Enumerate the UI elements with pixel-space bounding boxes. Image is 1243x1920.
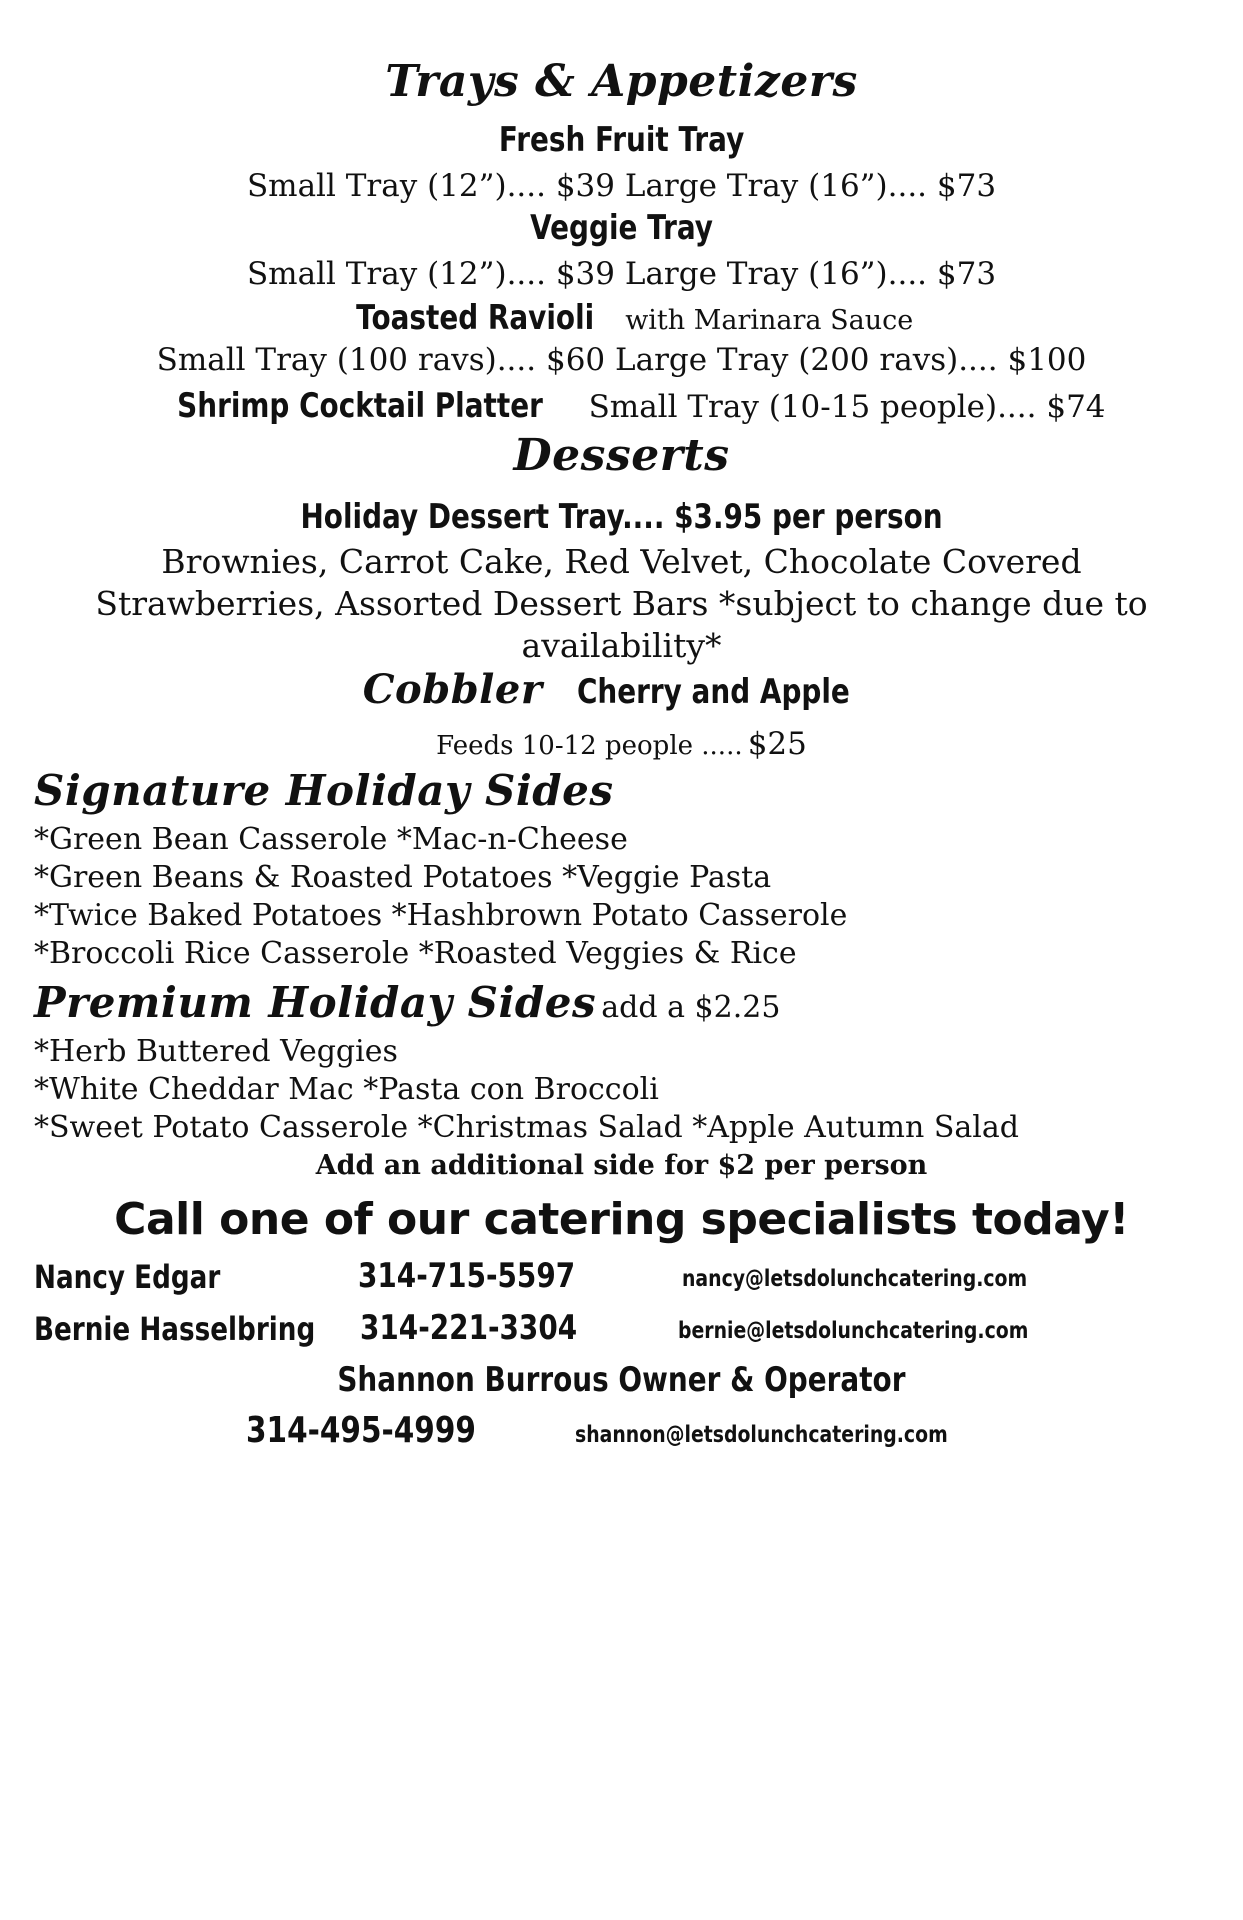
trays-heading: Trays & Appetizers xyxy=(385,56,858,107)
ravioli-prices: Small Tray (100 ravs).... $60 Large Tray (200 ravs).... $100 xyxy=(156,342,1087,378)
cobbler-price: $25 xyxy=(747,726,807,762)
call-to-action: Call one of our catering specialists today! xyxy=(114,1194,1129,1245)
shrimp-row xyxy=(0,386,1243,426)
owner-name-title: Shannon Burrous Owner & Operator xyxy=(337,1360,906,1400)
shrimp-prices: Small Tray (10-15 people).... $74 xyxy=(588,389,1106,425)
contact-email[interactable]: nancy@letsdolunchcatering.com xyxy=(682,1266,1028,1292)
dessert-desc-line1: Brownies, Carrot Cake, Red Velvet, Chocolate Covered xyxy=(161,542,1082,581)
desserts-heading: Desserts xyxy=(513,430,730,481)
fruit-tray-title-row xyxy=(0,120,1243,160)
fruit-tray-prices: Small Tray (12”).... $39 Large Tray (16”).... $73 xyxy=(246,168,997,204)
owner-email-wrap xyxy=(575,1422,1030,1448)
dessert-desc-line2: Strawberries, Assorted Dessert Bars *subject to change due to xyxy=(95,584,1148,623)
signature-side-line-2: *Green Beans & Roasted Potatoes *Veggie Pasta xyxy=(34,860,772,895)
shrimp-title: Shrimp Cocktail Platter xyxy=(177,386,544,426)
holiday-dessert-tray: Holiday Dessert Tray.... $3.95 per person xyxy=(300,497,943,537)
signature-side-line-3: *Twice Baked Potatoes *Hashbrown Potato Casserole xyxy=(34,898,848,933)
ravioli-title-row xyxy=(0,298,1243,338)
contact-phone: 314-221-3304 xyxy=(360,1308,578,1348)
contact-name: Bernie Hasselbring xyxy=(34,1310,316,1348)
cobbler-row xyxy=(0,666,1243,713)
contact-phone-nancy-wrap xyxy=(358,1256,623,1296)
cobbler-title: Cobbler xyxy=(362,666,543,713)
premium-side-line-1: *Herb Buttered Veggies xyxy=(34,1034,398,1069)
contact-email-bernie-wrap xyxy=(678,1318,1105,1344)
owner-email[interactable]: shannon@letsdolunchcatering.com xyxy=(575,1422,948,1448)
ravioli-note: with Marinara Sauce xyxy=(625,305,914,336)
premium-side-line-3: *Sweet Potato Casserole *Christmas Salad *Apple Autumn Salad xyxy=(34,1110,1019,1145)
owner-phone: 314-495-4999 xyxy=(246,1410,476,1451)
veggie-tray-title: Veggie Tray xyxy=(530,208,713,248)
signature-sides-heading: Signature Holiday Sides xyxy=(34,766,614,815)
holiday-dessert-row xyxy=(0,497,1243,537)
contact-phone-bernie-wrap xyxy=(360,1308,625,1348)
cobbler-flavors: Cherry and Apple xyxy=(577,672,851,712)
fruit-tray-title: Fresh Fruit Tray xyxy=(498,120,745,160)
ravioli-title: Toasted Ravioli xyxy=(355,298,594,338)
cobbler-feeds-row xyxy=(0,726,1243,762)
signature-side-line-1: *Green Bean Casserole *Mac-n-Cheese xyxy=(34,822,628,857)
owner-row xyxy=(0,1360,1243,1400)
contact-name: Nancy Edgar xyxy=(34,1258,221,1296)
contact-row-nancy xyxy=(34,1258,261,1296)
contact-email[interactable]: bernie@letsdolunchcatering.com xyxy=(678,1318,1029,1344)
veggie-tray-prices: Small Tray (12”).... $39 Large Tray (16”).... $73 xyxy=(246,256,997,292)
dessert-desc-line3: availability* xyxy=(521,626,722,665)
cobbler-feeds: Feeds 10-12 people ..... xyxy=(436,731,743,761)
contact-phone: 314-715-5597 xyxy=(358,1256,576,1296)
veggie-tray-title-row xyxy=(0,208,1243,248)
signature-side-line-4: *Broccoli Rice Casserole *Roasted Veggies & Rice xyxy=(34,936,797,971)
owner-phone-wrap xyxy=(246,1410,526,1451)
contact-email-nancy-wrap xyxy=(682,1266,1103,1292)
premium-addon-price: add a $2.25 xyxy=(601,990,781,1025)
premium-sides-row xyxy=(34,978,780,1027)
contact-row-bernie xyxy=(34,1310,377,1348)
premium-side-line-2: *White Cheddar Mac *Pasta con Broccoli xyxy=(34,1072,659,1107)
additional-side-note: Add an additional side for $2 per person xyxy=(315,1150,928,1181)
premium-sides-heading: Premium Holiday Sides xyxy=(34,978,597,1027)
